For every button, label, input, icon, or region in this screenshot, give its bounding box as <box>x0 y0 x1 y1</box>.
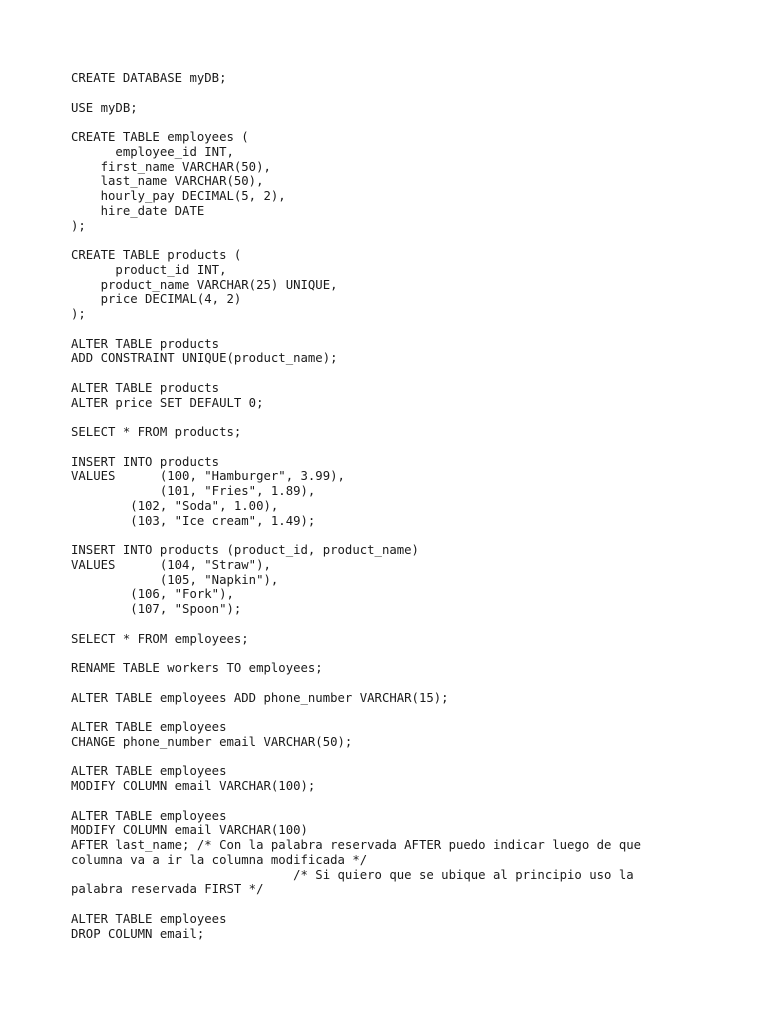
code-line: SELECT * FROM products; <box>71 425 242 439</box>
code-line: product_name VARCHAR(25) UNIQUE, <box>71 277 338 292</box>
code-line: palabra reservada FIRST */ <box>71 882 264 897</box>
code-line: ALTER TABLE employees <box>71 911 227 926</box>
sql-statement-add-column <box>71 691 731 706</box>
code-line: ALTER price SET DEFAULT 0; <box>71 395 264 410</box>
code-line: hire_date DATE <box>71 203 205 218</box>
sql-statement-drop-column <box>71 912 731 942</box>
code-line: ALTER TABLE employees <box>71 764 227 779</box>
code-line: CHANGE phone_number email VARCHAR(50); <box>71 734 353 749</box>
code-line: (107, "Spoon"); <box>71 602 242 616</box>
code-line: DROP COLUMN email; <box>71 926 205 941</box>
code-line: VALUES (104, "Straw"), <box>71 557 271 572</box>
code-line: hourly_pay DECIMAL(5, 2), <box>71 189 286 203</box>
code-line: AFTER last_name; /* Con la palabra reservada AFTER puedo indicar luego de que <box>71 838 642 852</box>
sql-statement-modify-column-after <box>71 809 731 898</box>
sql-statement-add-constraint <box>71 337 731 367</box>
sql-statement-create-employees <box>71 130 731 233</box>
sql-statement-create-products <box>71 248 731 322</box>
code-line: (101, "Fries", 1.89), <box>71 484 316 498</box>
code-line: RENAME TABLE workers TO employees; <box>71 661 323 675</box>
code-line: VALUES (100, "Hamburger", 3.99), <box>71 469 345 484</box>
sql-statement-select-products <box>71 425 731 440</box>
code-line: CREATE DATABASE myDB; <box>71 71 227 85</box>
code-line: ADD CONSTRAINT UNIQUE(product_name); <box>71 351 338 366</box>
code-line: INSERT INTO products <box>71 454 220 469</box>
code-line: MODIFY COLUMN email VARCHAR(100) <box>71 823 308 838</box>
code-line: (105, "Napkin"), <box>71 572 279 587</box>
document-page <box>71 71 731 956</box>
code-line: ALTER TABLE employees <box>71 720 227 734</box>
code-line: product_id INT, <box>71 262 227 277</box>
code-line: CREATE TABLE products ( <box>71 248 242 262</box>
code-line: MODIFY COLUMN email VARCHAR(100); <box>71 779 316 793</box>
sql-statement-change-column <box>71 720 731 750</box>
sql-statement-modify-column <box>71 764 731 794</box>
code-line: (102, "Soda", 1.00), <box>71 498 279 513</box>
sql-statement-insert-products-partial <box>71 543 731 617</box>
sql-statement-insert-products <box>71 455 731 529</box>
sql-statement-set-default <box>71 381 731 411</box>
code-line: last_name VARCHAR(50), <box>71 174 264 189</box>
code-line: ALTER TABLE employees ADD phone_number VARCHAR(15); <box>71 690 449 705</box>
code-line: USE myDB; <box>71 100 138 115</box>
code-line: (103, "Ice cream", 1.49); <box>71 513 316 528</box>
sql-statement-create-database <box>71 71 731 86</box>
code-line: ); <box>71 218 86 233</box>
code-line: ALTER TABLE products <box>71 336 220 351</box>
code-line: INSERT INTO products (product_id, product_name) <box>71 543 419 557</box>
code-line: ALTER TABLE employees <box>71 808 227 823</box>
code-line: employee_id INT, <box>71 144 234 159</box>
code-line: SELECT * FROM employees; <box>71 631 249 646</box>
code-line: price DECIMAL(4, 2) <box>71 292 242 307</box>
code-line: first_name VARCHAR(50), <box>71 159 271 174</box>
code-line: ALTER TABLE products <box>71 380 220 395</box>
code-line: CREATE TABLE employees ( <box>71 130 249 144</box>
code-line: /* Si quiero que se ubique al principio uso la <box>71 867 634 882</box>
code-line: (106, "Fork"), <box>71 587 234 602</box>
sql-statement-use <box>71 101 731 116</box>
sql-statement-select-employees <box>71 632 731 647</box>
code-line: columna va a ir la columna modificada */ <box>71 852 368 867</box>
sql-statement-rename-table <box>71 661 731 676</box>
code-line: ); <box>71 307 86 321</box>
